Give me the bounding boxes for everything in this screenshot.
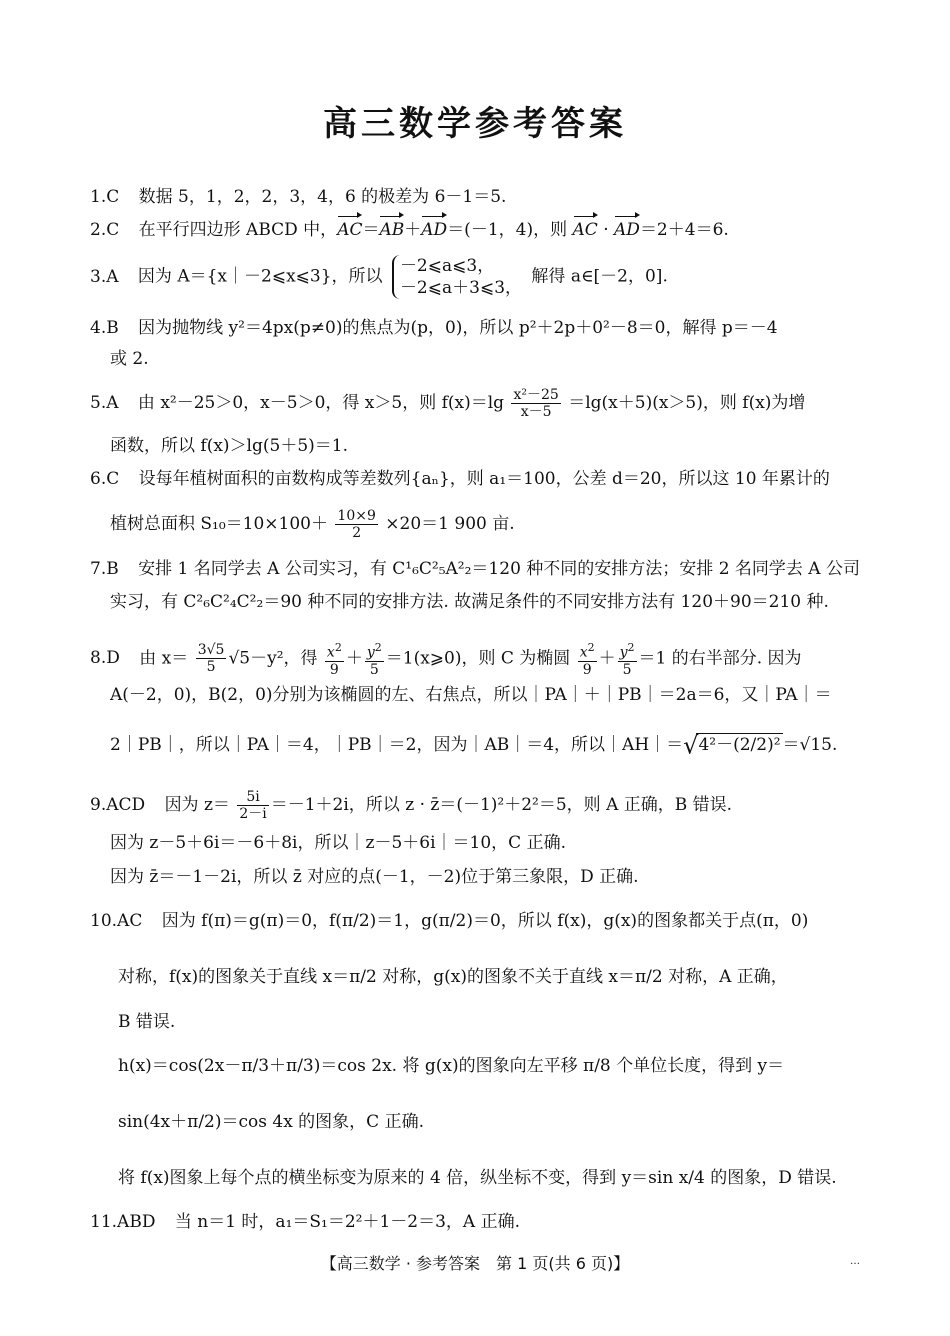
vector-ad: AD: [614, 220, 640, 240]
answer-4-cont: 或 2.: [110, 349, 149, 369]
answer-text: 因为抛物线 y²＝4px(p≠0)的焦点为(p，0)，所以 p²＋2p＋0²－8＝0，解得 p＝－4: [138, 318, 778, 338]
fraction: $\frac{\text{x²－25}}{x-5}$: [513, 387, 559, 420]
answer-10-line6: 将 f(x)图象上每个点的横坐标变为原来的 4 倍，纵坐标不变，得到 y＝sin x/4 的图象，D 错误.: [118, 1168, 837, 1188]
fraction: $\frac{5i}{2-i}$: [239, 789, 267, 822]
answer-8-line2: A(－2，0)，B(2，0)分别为该椭圆的左、右焦点，所以｜PA｜＋｜PB｜＝2a＝6，又｜PA｜＝: [110, 685, 832, 705]
fraction: $\frac{y^2}{5}$: [619, 641, 635, 678]
answer-choice: AC: [117, 911, 143, 931]
answer-choice: ACD: [106, 795, 146, 815]
answer-8: 8.D 由 x＝ $\frac{3√5}{5}$ √5－y²，得 $\frac{x^2}{9}$ ＋ $\frac{y^2}{5}$ ＝1(x⩾0)，则 C 为椭圆 $\frac{x^2}{9}$ ＋ $\frac{y^2}{5}$ ＝1 的右半部分. 因为: [90, 641, 802, 678]
answer-10-line4: h(x)＝cos(2x－π/3＋π/3)＝cos 2x. 将 g(x)的图象向左平移 π/8 个单位长度，得到 y＝: [118, 1056, 785, 1076]
answer-choice: C: [106, 469, 120, 489]
answer-2: 2.C 在平行四边形 ABCD 中，AC＝AB＋AD＝(－1，4)，则 AC · AD＝2＋4＝6.: [90, 220, 729, 240]
answer-text: ＝2＋4＝6.: [639, 220, 729, 240]
answer-9-line2: 因为 z－5＋6i＝－6＋8i，所以｜z－5＋6i｜＝10，C 正确.: [110, 833, 566, 853]
answer-11: 11.ABD 当 n＝1 时，a₁＝S₁＝2²＋1－2＝3，A 正确.: [90, 1212, 521, 1232]
system-row: －2⩽a＋3⩽3，: [399, 278, 523, 298]
answer-choice: C: [106, 220, 120, 240]
answer-choice: B: [106, 318, 119, 338]
answer-8-line3: 2｜PB｜，所以｜PA｜＝4，｜PB｜＝2，因为｜AB｜＝4，所以｜AH｜＝√4²－(2/2)² ＝√15.: [110, 731, 838, 760]
answer-choice: A: [106, 266, 119, 287]
vector-ac: AC: [572, 220, 598, 240]
answer-text: 安排 1 名同学去 A 公司实习，有 C¹₆C²₅A²₂＝120 种不同的安排方法；安排 2 名同学去 A 公司: [138, 559, 860, 579]
answer-3: [90, 255, 668, 299]
answer-text: 因为 A＝{x｜－2⩽x⩽3}，所以: [137, 266, 383, 287]
question-number: 7.: [90, 559, 107, 579]
fraction: $\frac{x^2}{9}$: [326, 641, 342, 678]
vector-ac: AC: [337, 220, 363, 240]
question-number: 1.: [90, 187, 107, 207]
answer-4: [90, 317, 778, 339]
answer-text: 解得 a∈[－2，0].: [531, 266, 668, 287]
fraction: $\frac{3√5}{5}$: [197, 642, 225, 676]
answer-text: 数据 5，1，2，2，3，4，6 的极差为 6－1＝5.: [138, 187, 507, 207]
answer-text: ＝lg(x＋5)(x＞5)，则 f(x)为增: [568, 393, 806, 413]
answer-7-cont: 实习，有 C²₆C²₄C²₂＝90 种不同的安排方法. 故满足条件的不同安排方法有 120＋90＝210 种.: [110, 592, 829, 612]
system-row: －2⩽a⩽3，: [399, 256, 495, 276]
question-number: 2.: [90, 220, 107, 240]
answer-choice: ABD: [117, 1212, 156, 1232]
answer-10-line2: 对称，f(x)的图象关于直线 x＝π/2 对称，g(x)的图象不关于直线 x＝π/2 对称，A 正确，: [118, 967, 788, 987]
question-number: 10.: [90, 911, 118, 931]
answer-choice: C: [106, 187, 120, 207]
sqrt-expression: 4²－(2/2)²: [698, 735, 781, 755]
inequality-system: [392, 255, 522, 299]
question-number: 6.: [90, 469, 107, 489]
question-number: 3.: [90, 266, 107, 287]
answer-text: 在平行四边形 ABCD 中，: [138, 220, 338, 240]
answer-10-line3: B 错误.: [118, 1012, 176, 1032]
fraction: $\frac{x^2}{9}$: [579, 641, 595, 678]
answer-choice: B: [106, 559, 119, 579]
page-title: 高三数学参考答案: [323, 104, 627, 144]
question-number: 9.: [90, 795, 107, 815]
answer-7: [90, 558, 860, 580]
corner-mark: …: [850, 1256, 860, 1267]
answer-1: [90, 186, 506, 208]
page-footer: 【高三数学 · 参考答案 第 1 页(共 6 页)】: [320, 1254, 630, 1273]
fraction: $\frac{y^2}{5}$: [366, 641, 382, 678]
answer-text: ＝(－1，4)，则: [447, 220, 568, 240]
answer-choice: D: [106, 648, 120, 669]
answer-10-line5: sin(4x＋π/2)＝cos 4x 的图象，C 正确.: [118, 1112, 424, 1132]
answer-5-cont: 函数，所以 f(x)＞lg(5＋5)＝1.: [110, 436, 348, 456]
answer-9: 9.ACD 因为 z＝ $\frac{5i}{2-i}$ ＝－1＋2i，所以 z · z̄＝(－1)²＋2²＝5，则 A 正确，B 错误.: [90, 789, 733, 822]
question-number: 8.: [90, 648, 107, 669]
answer-text: 设每年植树面积的亩数构成等差数列{aₙ}，则 a₁＝100，公差 d＝20，所以这 10 年累计的: [138, 469, 830, 489]
question-number: 4.: [90, 318, 107, 338]
question-number: 11.: [90, 1212, 118, 1232]
answer-text: 由 x²－25＞0，x－5＞0，得 x＞5，则 f(x)＝lg: [137, 393, 505, 413]
answer-9-line3: 因为 z̄＝－1－2i，所以 z̄ 对应的点(－1，－2)位于第三象限，D 正确.: [110, 867, 639, 887]
answer-choice: A: [106, 393, 119, 413]
fraction: $\frac{10\times 9}{2}$: [337, 508, 376, 541]
answer-5: [90, 387, 805, 420]
answer-6: [90, 468, 830, 490]
vector-ad: AD: [421, 220, 448, 240]
question-number: 5.: [90, 393, 107, 413]
answer-10: 10.AC 因为 f(π)＝g(π)＝0，f(π/2)＝1，g(π/2)＝0，所以 f(x)，g(x)的图象都关于点(π，0): [90, 911, 809, 931]
answer-6-cont: 植树总面积 S₁₀＝10×100＋ $\frac{10\times 9}{2}$ ×20＝1 900 亩.: [110, 508, 515, 541]
vector-ab: AB: [379, 220, 405, 240]
